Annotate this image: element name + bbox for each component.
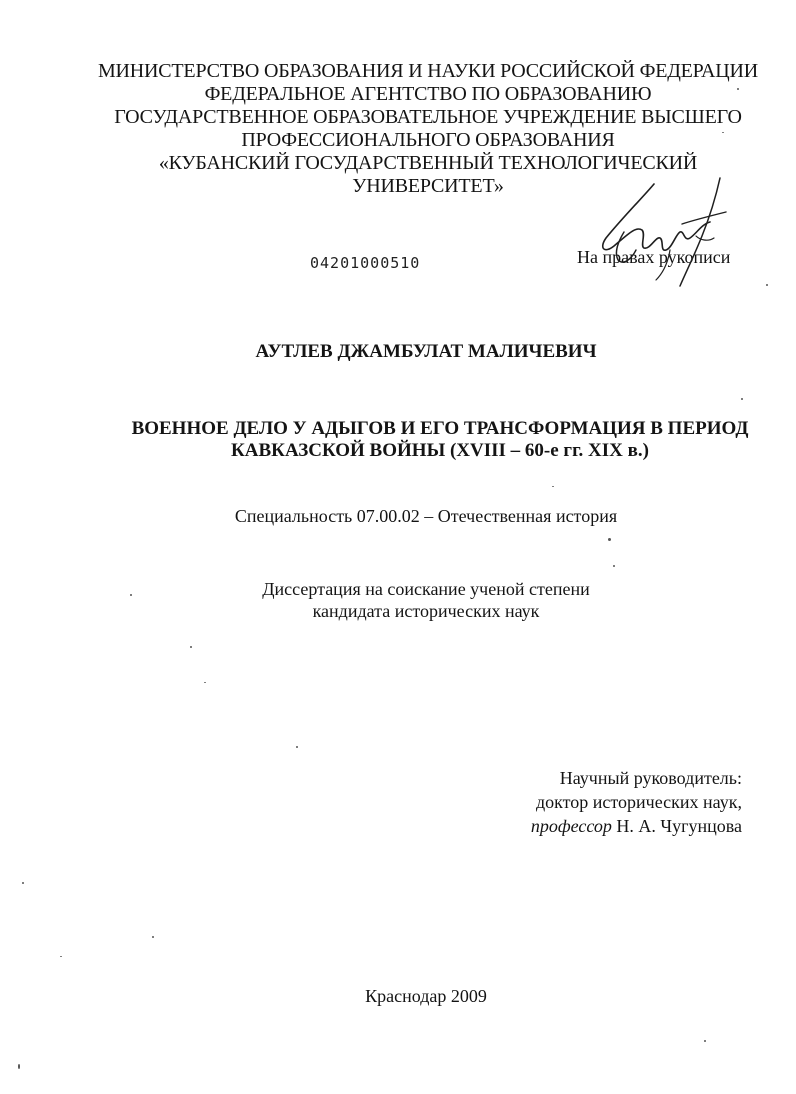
scan-speck: [741, 398, 743, 400]
scan-speck: [766, 284, 768, 286]
scan-speck: [552, 486, 554, 487]
document-code: 04201000510: [310, 254, 421, 272]
supervisor-block: [531, 766, 742, 838]
scan-speck: [22, 882, 24, 884]
manuscript-rights-note: На правах рукописи: [577, 247, 731, 267]
city-year: Краснодар 2009: [365, 986, 487, 1006]
scan-speck: [60, 956, 62, 957]
scan-speck: [204, 682, 206, 683]
scan-speck: [613, 565, 615, 567]
scan-speck: [722, 132, 724, 133]
degree-line: Диссертация на соискание ученой степени: [262, 579, 590, 599]
scan-speck: [704, 1040, 706, 1042]
header-line: ГОСУДАРСТВЕННОЕ ОБРАЗОВАТЕЛЬНОЕ УЧРЕЖДЕНИЕ ВЫСШЕГО: [114, 106, 742, 128]
header-line: ФЕДЕРАЛЬНОЕ АГЕНТСТВО ПО ОБРАЗОВАНИЮ: [204, 83, 652, 105]
degree-statement: [0, 578, 796, 622]
author-name: АУТЛЕВ ДЖАМБУЛАТ МАЛИЧЕВИЧ: [255, 341, 597, 362]
scan-speck: [296, 746, 298, 748]
scan-speck: [152, 936, 154, 938]
supervisor-title: профессор: [530, 816, 612, 836]
scan-speck: [190, 646, 192, 648]
thesis-title-line: ВОЕННОЕ ДЕЛО У АДЫГОВ И ЕГО ТРАНСФОРМАЦИЯ В ПЕРИОД: [131, 418, 749, 439]
scan-speck: [737, 88, 739, 90]
header-line: ПРОФЕССИОНАЛЬНОГО ОБРАЗОВАНИЯ: [241, 129, 615, 151]
signature-icon: [584, 176, 734, 291]
header-line: УНИВЕРСИТЕТ»: [352, 175, 504, 197]
header-line: МИНИСТЕРСТВО ОБРАЗОВАНИЯ И НАУКИ РОССИЙСКОЙ ФЕДЕРАЦИИ: [97, 60, 759, 82]
specialty-line: Специальность 07.00.02 – Отечественная история: [234, 506, 618, 526]
supervisor-label: Научный руководитель:: [559, 768, 742, 788]
supervisor-title-line: [531, 814, 742, 838]
thesis-title: [80, 418, 796, 462]
scan-speck: [130, 594, 132, 596]
thesis-title-line: КАВКАЗСКОЙ ВОЙНЫ (XVIII – 60-е гг. XIX в.): [231, 440, 649, 461]
supervisor-name: Н. А. Чугунцова: [616, 816, 742, 836]
supervisor-degree: доктор исторических наук,: [536, 792, 742, 812]
degree-line: кандидата исторических наук: [312, 601, 540, 621]
header-line: «КУБАНСКИЙ ГОСУДАРСТВЕННЫЙ ТЕХНОЛОГИЧЕСКИЙ: [158, 152, 698, 174]
scan-speck: [608, 538, 611, 541]
scan-speck: [18, 1064, 20, 1069]
